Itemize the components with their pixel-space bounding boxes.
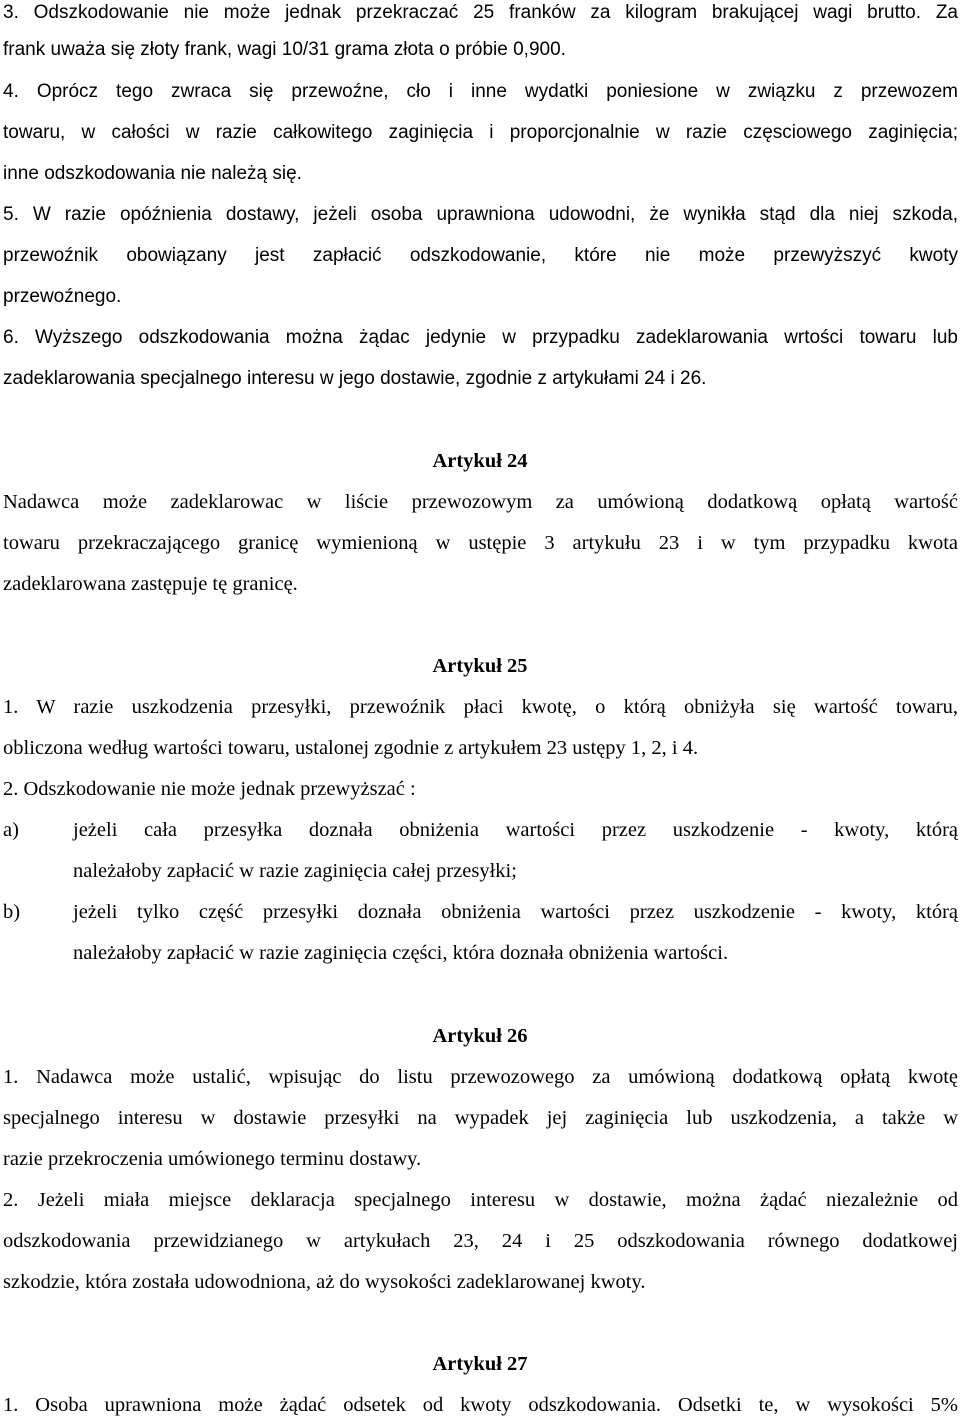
- art23-p5-line1: 5. W razie opóźnienia dostawy, jeżeli osoba uprawniona udowodni, że wynikła stąd dla niej szkoda,: [3, 204, 958, 225]
- list-marker: a): [3, 819, 19, 841]
- art26-p2-line2: odszkodowania przewidzianego w artykułach 23, 24 i 25 odszkodowania równego dodatkowej: [3, 1230, 958, 1252]
- art24-line1: Nadawca może zadeklarowac w liście przewozowym za umówioną dodatkową opłatą wartość: [3, 491, 958, 513]
- list-item-line2: należałoby zapłacić w razie zaginięcia całej przesyłki;: [73, 860, 517, 882]
- art23-p3-line1: 3. Odszkodowanie nie może jednak przekraczać 25 franków za kilogram brakującej wagi brutto. Za: [3, 2, 958, 23]
- art23-p5-line3: przewoźnego.: [3, 286, 122, 307]
- art26-p2-line3: szkodzie, która została udowodniona, aż do wysokości zadeklarowanej kwoty.: [3, 1271, 646, 1293]
- art25-p1-line2: obliczona według wartości towaru, ustalonej zgodnie z artykułem 23 ustępy 1, 2, i 4.: [3, 737, 699, 759]
- art23-p3-line2: frank uważa się złoty frank, wagi 10/31 grama złota o próbie 0,900.: [3, 39, 566, 60]
- art27-heading: Artykuł 27: [432, 1353, 528, 1375]
- list-item-line1: jeżeli tylko część przesyłki doznała obniżenia wartości przez uszkodzenie - kwoty, którą: [73, 901, 958, 923]
- art26-p1-line2: specjalnego interesu w dostawie przesyłki na wypadek jej zaginięcia lub uszkodzenia, a także w: [3, 1107, 958, 1129]
- art25-p2-lead: 2. Odszkodowanie nie może jednak przewyższać :: [3, 778, 416, 800]
- art23-p6-line2: zadeklarowania specjalnego interesu w jego dostawie, zgodnie z artykułami 24 i 26.: [3, 368, 707, 389]
- art26-p1-line1: 1. Nadawca może ustalić, wpisując do listu przewozowego za umówioną dodatkową opłatą kwotę: [3, 1066, 958, 1088]
- art26-heading: Artykuł 26: [432, 1025, 528, 1047]
- art25-heading: Artykuł 25: [432, 655, 528, 677]
- art26-p1-line3: razie przekroczenia umówionego terminu dostawy.: [3, 1148, 422, 1170]
- art23-p6-line1: 6. Wyższego odszkodowania można żądac jedynie w przypadku zadeklarowania wrtości towaru lub: [3, 327, 958, 348]
- art24-heading: Artykuł 24: [432, 450, 528, 472]
- art26-p2-line1: 2. Jeżeli miała miejsce deklaracja specjalnego interesu w dostawie, można żądać niezależnie od: [3, 1189, 958, 1211]
- art23-p4-line3: inne odszkodowania nie należą się.: [3, 163, 302, 184]
- art27-p1-line1: 1. Osoba uprawniona może żądać odsetek od kwoty odszkodowania. Odsetki te, w wysokości 5%: [3, 1394, 958, 1416]
- list-marker: b): [3, 901, 21, 923]
- list-item-line2: należałoby zapłacić w razie zaginięcia części, która doznała obniżenia wartości.: [73, 942, 729, 964]
- art25-p1-line1: 1. W razie uszkodzenia przesyłki, przewoźnik płaci kwotę, o którą obniżyła się wartość towaru,: [3, 696, 958, 718]
- art23-p4-line2: towaru, w całości w razie całkowitego zaginięcia i proporcjonalnie w razie częsciowego zaginięcia;: [3, 122, 958, 143]
- list-item-line1: jeżeli cała przesyłka doznała obniżenia wartości przez uszkodzenie - kwoty, którą: [73, 819, 958, 841]
- art24-line2: towaru przekraczającego granicę wymienioną w ustępie 3 artykułu 23 i w tym przypadku kwota: [3, 532, 958, 554]
- art23-p4-line1: 4. Oprócz tego zwraca się przewoźne, cło i inne wydatki poniesione w związku z przewozem: [3, 81, 958, 102]
- art24-line3: zadeklarowana zastępuje tę granicę.: [3, 573, 298, 595]
- art23-p5-line2: przewoźnik obowiązany jest zapłacić odszkodowanie, które nie może przewyższyć kwoty: [3, 245, 958, 266]
